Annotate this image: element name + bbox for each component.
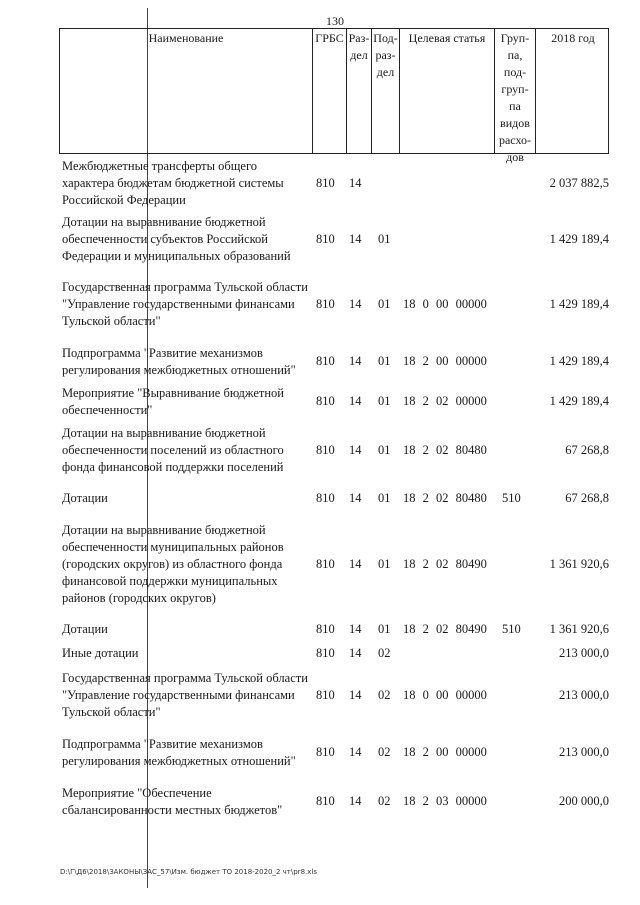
row-razdel: 14 [349,176,362,190]
row-csr: 18 2 03 00000 [403,794,487,808]
row-name: Мероприятие "Выравнивание бюджетной обеспеченности" [62,386,284,417]
row-podrazdel: 01 [378,297,391,311]
table-header [59,28,609,164]
row-vr: 510 [502,491,521,505]
row-csr: 18 2 02 80490 [403,622,487,636]
row-grbs: 810 [316,794,335,808]
row-csr: 18 2 02 00000 [403,394,487,408]
header-sum: 2018 год [551,31,595,45]
row-name: Государственная программа Тульской области "Управление государственными финансами Тульской области" [62,671,308,719]
row-csr: 18 2 02 80480 [403,491,487,505]
row-razdel: 14 [349,297,362,311]
row-sum: 67 268,8 [565,491,609,505]
header-name: Наименование [60,29,313,153]
row-grbs: 810 [316,557,335,571]
row-podrazdel: 01 [378,394,391,408]
row-name: Дотации [62,622,108,636]
row-name: Мероприятие "Обеспечение сбалансированности местных бюджетов" [62,786,283,817]
row-grbs: 810 [316,232,335,246]
row-sum: 1 429 189,4 [549,232,609,246]
row-grbs: 810 [316,646,335,660]
header-vr: Груп- па, под- груп- па видов расхо- дов [495,29,536,153]
row-name: Подпрограмма "Развитие механизмов регулирования межбюджетных отношений" [62,737,296,768]
row-sum: 1 429 189,4 [549,394,609,408]
row-sum: 213 000,0 [559,688,609,702]
row-podrazdel: 02 [378,794,391,808]
row-sum: 1 361 920,6 [549,557,609,571]
row-name: Иные дотации [62,646,139,660]
row-podrazdel: 01 [378,491,391,505]
file-path-footer: D:\Г\Д6\2018\ЗАКОНЫ\ЗАС_57\Изм. бюджет ТО 2018-2020_2 чт\pr8.xls [60,868,317,876]
row-vr: 510 [502,622,521,636]
row-sum: 1 429 189,4 [549,297,609,311]
header-podrazdel: Под- раз- дел [372,29,400,153]
row-grbs: 810 [316,443,335,457]
header-razdel: Раз- дел [347,29,372,153]
row-razdel: 14 [349,688,362,702]
row-grbs: 810 [316,394,335,408]
row-csr: 18 2 02 80480 [403,443,487,457]
page-number: 130 [326,14,344,28]
row-name: Государственная программа Тульской области "Управление государственными финансами Тульской области" [62,280,308,328]
row-razdel: 14 [349,491,362,505]
row-name: Дотации [62,491,108,505]
row-razdel: 14 [349,354,362,368]
row-razdel: 14 [349,232,362,246]
row-name: Межбюджетные трансферты общего характера бюджетам бюджетной системы Российской Федерации [62,159,284,207]
row-razdel: 14 [349,794,362,808]
row-razdel: 14 [349,394,362,408]
row-sum: 1 361 920,6 [549,622,609,636]
row-grbs: 810 [316,745,335,759]
row-podrazdel: 01 [378,232,391,246]
row-csr: 18 0 00 00000 [403,297,487,311]
row-podrazdel: 02 [378,688,391,702]
row-grbs: 810 [316,622,335,636]
row-sum: 2 037 882,5 [549,176,609,190]
row-podrazdel: 02 [378,745,391,759]
row-sum: 67 268,8 [565,443,609,457]
row-name: Дотации на выравнивание бюджетной обеспеченности поселений из областного фонда финансовой поддержки поселений [62,426,284,474]
row-name: Дотации на выравнивание бюджетной обеспеченности муниципальных районов (городских округов) из областного фонда финансовой поддержки муниципальных районов (городских округов) [62,523,284,605]
row-csr: 18 2 00 00000 [403,745,487,759]
row-sum: 200 000,0 [559,794,609,808]
row-grbs: 810 [316,176,335,190]
row-grbs: 810 [316,688,335,702]
row-csr: 18 0 00 00000 [403,688,487,702]
row-razdel: 14 [349,745,362,759]
header-csr: Целевая статья [400,29,495,153]
row-razdel: 14 [349,443,362,457]
row-podrazdel: 02 [378,646,391,660]
row-razdel: 14 [349,622,362,636]
row-razdel: 14 [349,557,362,571]
row-grbs: 810 [316,354,335,368]
row-name: Подпрограмма "Развитие механизмов регулирования межбюджетных отношений" [62,346,296,377]
row-razdel: 14 [349,646,362,660]
row-sum: 213 000,0 [559,745,609,759]
row-grbs: 810 [316,297,335,311]
row-podrazdel: 01 [378,443,391,457]
row-podrazdel: 01 [378,557,391,571]
row-name: Дотации на выравнивание бюджетной обеспеченности субъектов Российской Федерации и муниципальных образований [62,215,291,263]
row-grbs: 810 [316,491,335,505]
row-podrazdel: 01 [378,622,391,636]
row-csr: 18 2 02 80490 [403,557,487,571]
row-sum: 1 429 189,4 [549,354,609,368]
row-sum: 213 000,0 [559,646,609,660]
header-grbs: ГРБС [313,29,347,153]
row-podrazdel: 01 [378,354,391,368]
row-csr: 18 2 00 00000 [403,354,487,368]
